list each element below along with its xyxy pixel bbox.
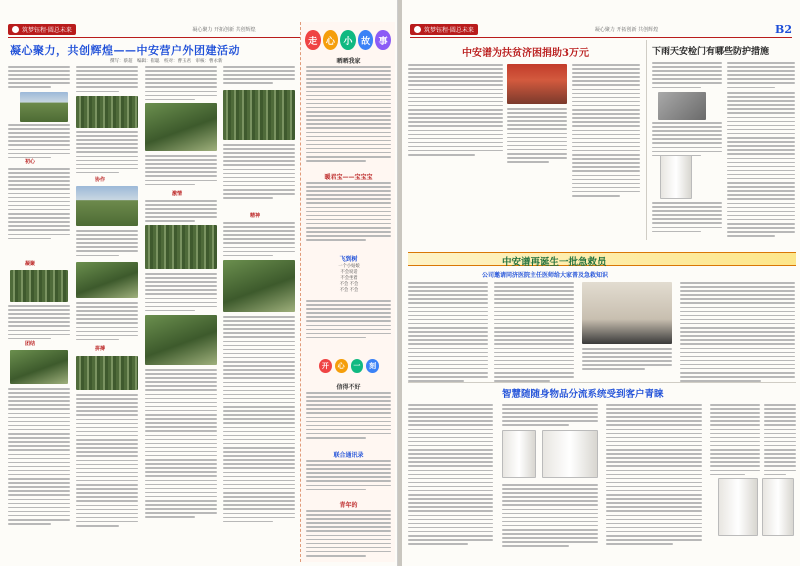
byline: 撰写：蔡超 编辑：崔聪 校对：曹玉君 审核：曹永新	[110, 59, 223, 64]
rain-text-a	[652, 62, 722, 91]
photo-event-2	[10, 270, 68, 302]
first-aid-text-a	[408, 282, 488, 384]
photo-event-7	[76, 356, 138, 390]
story-title-2: 暖君宝——宝宝宝	[324, 174, 373, 181]
photo-event-11	[223, 90, 295, 140]
masthead-slogan: 凝心聚力 开拓创新 共创辉煌	[192, 27, 256, 33]
logo-text: 筑梦钰程·圆总未来	[22, 27, 72, 34]
poem-line: 不会 不会	[339, 282, 359, 287]
first-aid-text-d	[680, 282, 795, 384]
rain-text-d	[652, 202, 722, 235]
photo-umbrella	[658, 92, 706, 120]
section-divider	[408, 382, 796, 383]
article-text-col3a	[145, 66, 217, 103]
banner-char-5: 事	[375, 30, 391, 50]
article-text-col4d	[223, 316, 295, 525]
side-story-column	[300, 22, 395, 562]
photo-event-9	[145, 225, 217, 269]
article-text-col3c	[145, 200, 217, 225]
sorting-text-b	[502, 404, 598, 429]
article-text-col1c	[8, 168, 70, 242]
page-headline: 凝心聚力，共创辉煌——中安营户外团建活动	[10, 44, 240, 57]
photo-sorting-machine-2	[542, 430, 598, 478]
article-text-col2d	[76, 302, 138, 343]
badge-char-2: 心	[335, 359, 348, 373]
banner-char-4: 故	[358, 30, 374, 50]
photo-event-4	[76, 96, 138, 128]
rain-text-b	[727, 62, 795, 91]
donation-text-c	[572, 64, 640, 199]
photo-sorting-machine-3	[718, 478, 758, 536]
article-text-col3d	[145, 273, 217, 314]
column-divider	[646, 40, 647, 240]
page-b1	[0, 0, 398, 566]
poem-line: 不会说话	[340, 270, 358, 275]
sorting-text-a	[408, 404, 493, 547]
sorting-text-e	[710, 404, 760, 478]
subhead-3: 团结	[25, 341, 36, 347]
photo-event-5	[76, 186, 138, 226]
photo-event-12	[223, 260, 295, 312]
banner-char-2: 心	[323, 30, 339, 50]
masthead-slogan: 凝心聚力 开拓创新 共创辉煌	[594, 27, 659, 33]
banner-char-1: 走	[305, 30, 321, 50]
photo-event-3	[10, 350, 68, 384]
article-text-col1a	[8, 66, 70, 91]
story-banner	[305, 30, 391, 50]
article-text-col4c	[223, 222, 295, 259]
sorting-text-d	[606, 404, 702, 547]
sorting-headline: 智慧随随身物品分流系统受到客户青睐	[502, 389, 664, 400]
logo-icon	[12, 26, 19, 33]
photo-event-1	[20, 92, 68, 122]
rain-text-c	[652, 122, 722, 159]
photo-security-gate	[660, 155, 692, 199]
logo-icon	[414, 26, 421, 33]
article-text-col4b	[223, 144, 295, 201]
article-text-col1d	[8, 305, 70, 342]
article-text-col3e	[145, 369, 217, 520]
photo-sorting-machine-4	[762, 478, 794, 536]
sorting-text-f	[764, 404, 796, 478]
ad-title: 联合通讯录	[333, 452, 364, 459]
badge-char-1: 开	[319, 359, 332, 373]
photo-donation	[507, 64, 567, 104]
article-text-col2a	[76, 66, 138, 95]
photo-sorting-machine-1	[502, 430, 536, 478]
donation-text-b	[507, 108, 567, 165]
subhead-7: 精神	[250, 213, 261, 219]
photo-event-10	[145, 315, 217, 365]
story-text-5	[306, 460, 391, 493]
company-logo	[8, 24, 76, 35]
badge-char-4: 刻	[366, 359, 379, 373]
story-text-1	[306, 66, 391, 164]
corner-title: 信得不好	[336, 384, 361, 391]
subhead-5: 拼搏	[95, 346, 106, 352]
first-aid-text-b	[494, 282, 574, 384]
sorting-text-c	[502, 484, 598, 550]
poem-body	[309, 264, 389, 294]
donation-text-a	[408, 64, 503, 158]
photo-first-aid-training	[582, 282, 672, 344]
page-number: B2	[775, 23, 792, 36]
photo-event-8	[145, 103, 217, 151]
photo-event-6	[76, 262, 138, 298]
first-aid-text-c	[582, 348, 672, 373]
page-b2	[402, 0, 800, 566]
rain-headline: 下雨天安检门有哪些防护措施	[652, 47, 770, 57]
story-title-1: 晒晒我家	[336, 58, 361, 65]
happy-moment-badge	[319, 355, 379, 377]
first-aid-headline: 中安谱再诞生一批急救员	[502, 257, 607, 268]
footer-title: 青年的	[339, 502, 358, 509]
article-text-col2e	[76, 394, 138, 529]
article-text-col1b	[8, 124, 70, 161]
poem-title: 飞到树	[339, 256, 358, 263]
poem-line: 一个小姑娘	[338, 264, 360, 269]
banner-char-3: 小	[340, 30, 356, 50]
badge-char-3: 一	[351, 359, 364, 373]
poem-line: 不会 不会	[339, 288, 359, 293]
article-text-col4a	[223, 66, 295, 86]
story-text-4	[306, 392, 391, 441]
subhead-2: 凝聚	[25, 261, 36, 267]
logo-text: 筑梦钰程·圆总未来	[424, 27, 474, 34]
subhead-6: 激情	[172, 191, 183, 197]
first-aid-subhead: 公司邀请同济医院主任医师给大家普及急救知识	[482, 272, 609, 279]
article-text-col2c	[76, 230, 138, 259]
company-logo	[410, 24, 478, 35]
poem-line: 不会坐着	[340, 276, 358, 281]
rain-text-e	[727, 92, 795, 239]
story-text-6	[306, 510, 391, 559]
article-text-col1e	[8, 388, 70, 527]
story-text-3	[306, 300, 391, 341]
subhead-1: 初心	[25, 159, 36, 165]
article-text-col2b	[76, 131, 138, 176]
donation-headline: 中安谱为扶贫济困捐助3万元	[462, 48, 589, 59]
masthead-right	[410, 22, 792, 38]
story-text-2	[306, 182, 391, 243]
article-text-col3b	[145, 155, 217, 188]
subhead-4: 协作	[95, 177, 106, 183]
